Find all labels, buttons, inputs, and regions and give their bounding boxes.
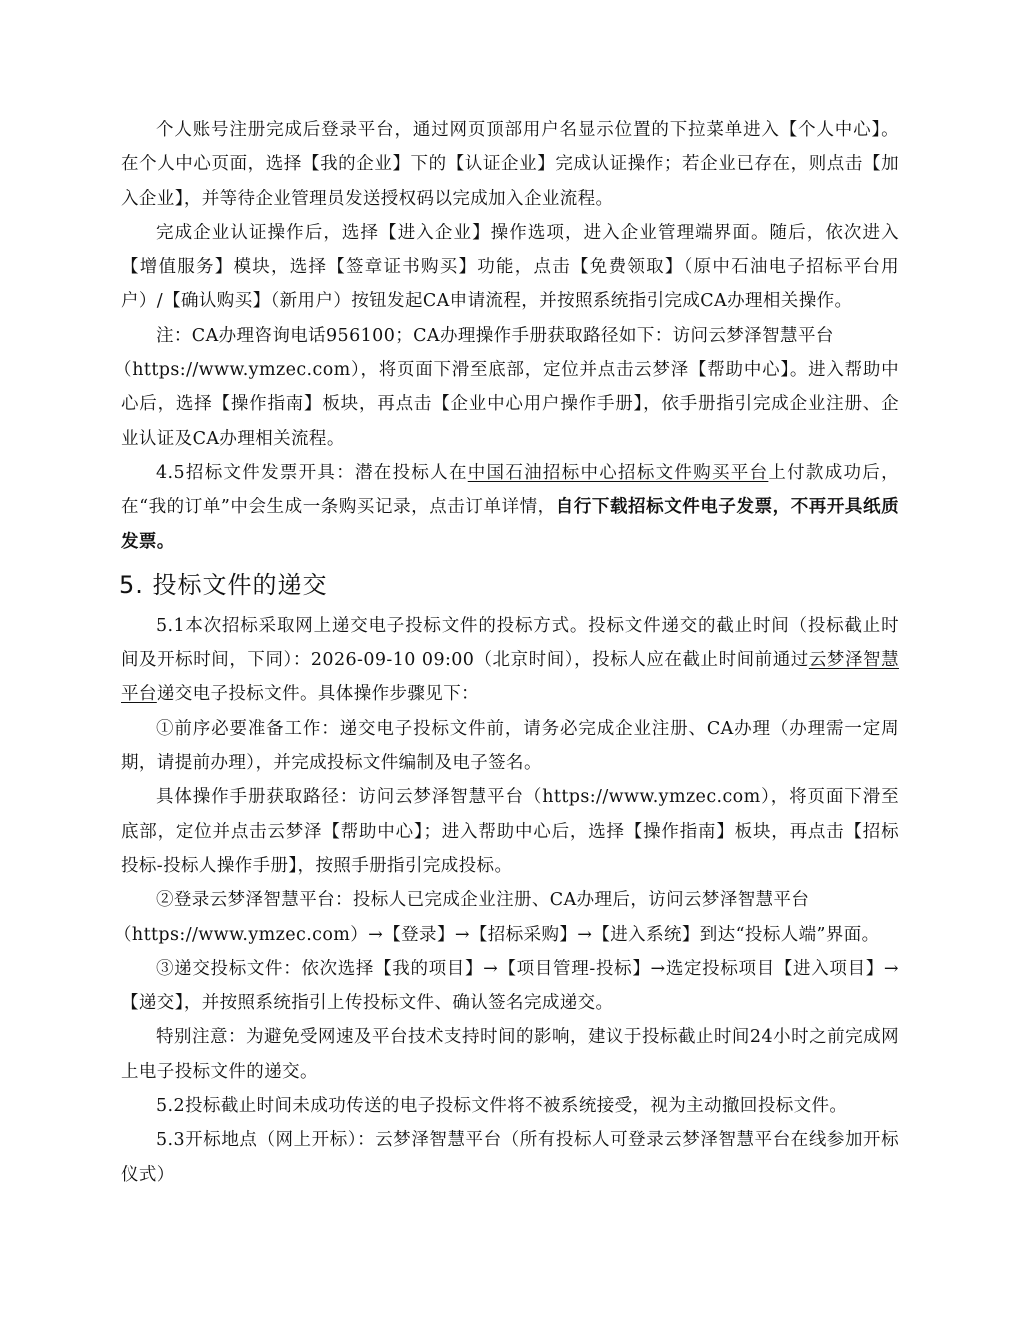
section-heading-bid-submission: 5. 投标文件的递交 <box>119 570 328 599</box>
ymzec-platform-link[interactable]: 云梦泽智慧平台 <box>121 650 900 705</box>
purchase-platform-link[interactable]: 中国石油招标中心招标文件购买平台 <box>467 462 769 483</box>
paragraph-submission-method <box>121 609 899 712</box>
paragraph-step-3: ③递交投标文件：依次选择【我的项目】→【项目管理-投标】→选定投标项目【进入项目】→【递交】，并按照系统指引上传投标文件、确认签名完成递交。 <box>121 958 899 1014</box>
paragraph-5-3: 5.3开标地点（网上开标）：云梦泽智慧平台（所有投标人可登录云梦泽智慧平台在线参加开标仪式） <box>121 1130 899 1185</box>
paragraph-special-note: 特别注意：为避免受网速及平台技术支持时间的影响，建议于投标截止时间24小时之前完成网上电子投标文件的递交。 <box>121 1027 899 1082</box>
invoice-text-a: 4.5招标文件发票开具：潜在投标人在 <box>156 462 468 483</box>
paragraph-personal-account: 个人账号注册完成后登录平台，通过网页顶部用户名显示位置的下拉菜单进入【个人中心】。在个人中心页面，选择【我的企业】下的【认证企业】完成认证操作；若企业已存在，则点击【加入企业】，并等待企业管理员发送授权码以完成加入企业流程。 <box>121 120 899 209</box>
paragraph-ca-note-continued: （https://www.ymzec.com），将页面下滑至底部，定位并点击云梦泽【帮助中心】。进入帮助中心后，选择【操作指南】板块，再点击【企业中心用户操作手册】，依手册指引完成企业注册、企业认证及CA办理相关流程。 <box>114 360 899 449</box>
paragraph-ca-note: 注：CA办理咨询电话956100；CA办理操作手册获取路径如下：访问云梦泽智慧平台 <box>156 325 834 346</box>
invoice-bold-notice: 自行下载招标文件电子发票，不再开具纸质发票。 <box>121 497 899 552</box>
paragraph-invoice <box>121 456 899 559</box>
paragraph-5-2: 5.2投标截止时间未成功传送的电子投标文件将不被系统接受，视为主动撤回投标文件。 <box>156 1096 848 1117</box>
submission-text-a: 5.1本次招标采取网上递交电子投标文件的投标方式。投标文件递交的截止时间（投标截止时间及开标时间，下同）：2026-09-10 09:00（北京时间），投标人应在截止时间前通过 <box>121 615 899 671</box>
paragraph-step-2: ②登录云梦泽智慧平台：投标人已完成企业注册、CA办理后，访问云梦泽智慧平台 <box>156 890 810 911</box>
paragraph-step-1: ①前序必要准备工作：递交电子投标文件前，请务必完成企业注册、CA办理（办理需一定周期，请提前办理），并完成投标文件编制及电子签名。 <box>121 718 899 774</box>
paragraph-enterprise-ca: 完成企业认证操作后，选择【进入企业】操作选项，进入企业管理端界面。随后，依次进入【增值服务】模块，选择【签章证书购买】功能，点击【免费领取】（原中石油电子招标平台用户）/【确认购买】（新用户）按钮发起CA申请流程，并按照系统指引完成CA办理相关操作。 <box>121 222 899 312</box>
submission-text-b: 递交电子投标文件。具体操作步骤见下： <box>156 684 480 705</box>
invoice-text-b: 上付款成功后，在“我的订单”中会生成一条购买记录，点击订单详情， <box>121 462 899 518</box>
paragraph-manual-path: 具体操作手册获取路径：访问云梦泽智慧平台（https://www.ymzec.com），将页面下滑至底部，定位并点击云梦泽【帮助中心】；进入帮助中心后，选择【操作指南】板块，再点击【招标投标-投标人操作手册】，按照手册指引完成投标。 <box>121 787 899 876</box>
paragraph-step-2-continued: （https://www.ymzec.com）→【登录】→【招标采购】→【进入系统】到达“投标人端”界面。 <box>114 924 880 945</box>
